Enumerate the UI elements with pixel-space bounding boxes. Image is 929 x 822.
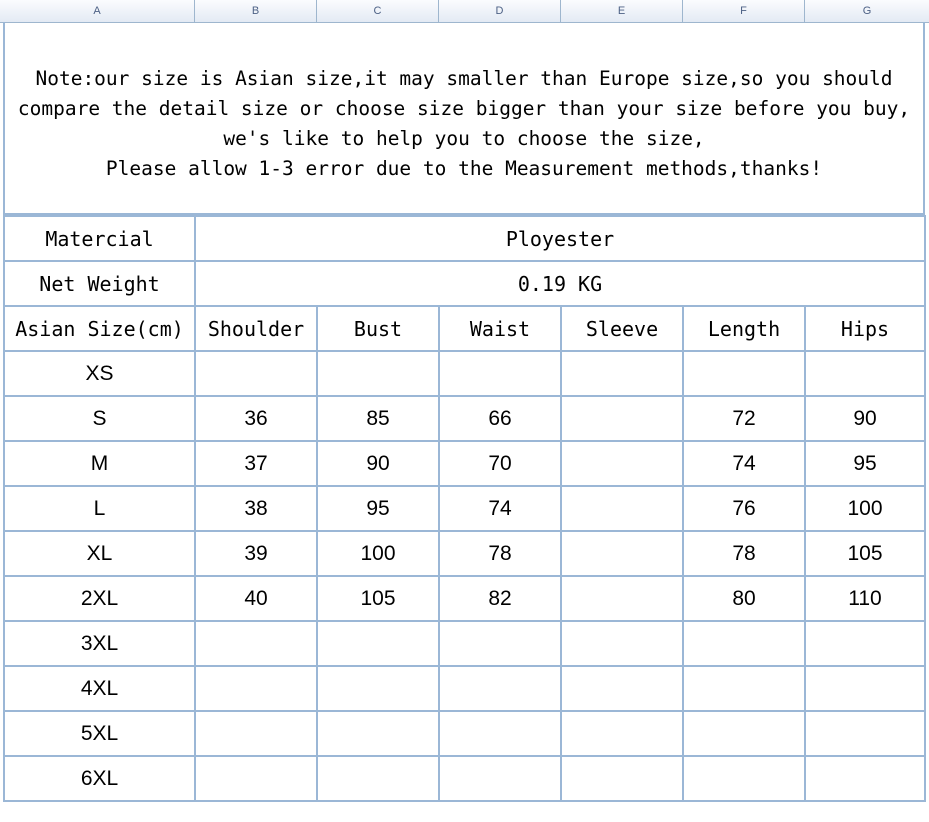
- waist-cell[interactable]: [439, 711, 561, 756]
- sleeve-cell[interactable]: [561, 351, 683, 396]
- column-header-c[interactable]: C: [317, 0, 439, 22]
- column-header-a[interactable]: A: [0, 0, 195, 22]
- header-sleeve[interactable]: Sleeve: [561, 306, 683, 351]
- sleeve-cell[interactable]: [561, 396, 683, 441]
- header-waist[interactable]: Waist: [439, 306, 561, 351]
- shoulder-cell[interactable]: 37: [195, 441, 317, 486]
- net-weight-value[interactable]: 0.19 KG: [195, 261, 925, 306]
- length-cell[interactable]: 80: [683, 576, 805, 621]
- sleeve-cell[interactable]: [561, 756, 683, 801]
- note-line-3: we's like to help you to choose the size,: [223, 126, 705, 150]
- hips-cell[interactable]: 100: [805, 486, 925, 531]
- sleeve-cell[interactable]: [561, 666, 683, 711]
- hips-cell[interactable]: 95: [805, 441, 925, 486]
- length-cell[interactable]: [683, 666, 805, 711]
- length-cell[interactable]: [683, 621, 805, 666]
- column-header-d[interactable]: D: [439, 0, 561, 22]
- size-cell[interactable]: 5XL: [4, 711, 195, 756]
- size-cell[interactable]: 2XL: [4, 576, 195, 621]
- waist-cell[interactable]: [439, 621, 561, 666]
- shoulder-cell[interactable]: 36: [195, 396, 317, 441]
- sleeve-cell[interactable]: [561, 486, 683, 531]
- sleeve-cell[interactable]: [561, 531, 683, 576]
- sleeve-cell[interactable]: [561, 441, 683, 486]
- waist-cell[interactable]: 82: [439, 576, 561, 621]
- column-header-g[interactable]: G: [862, 5, 872, 17]
- length-cell[interactable]: [683, 351, 805, 396]
- header-hips[interactable]: Hips: [805, 306, 925, 351]
- length-cell[interactable]: 78: [683, 531, 805, 576]
- column-header-b[interactable]: B: [195, 0, 317, 22]
- column-header-f[interactable]: F: [683, 0, 805, 22]
- header-shoulder[interactable]: Shoulder: [195, 306, 317, 351]
- size-cell[interactable]: 3XL: [4, 621, 195, 666]
- waist-cell[interactable]: [439, 666, 561, 711]
- note-line-4: Please allow 1-3 error due to the Measurement methods,thanks!: [105, 156, 823, 180]
- length-cell[interactable]: [683, 711, 805, 756]
- bust-cell[interactable]: 100: [317, 531, 439, 576]
- length-cell[interactable]: 76: [683, 486, 805, 531]
- sleeve-cell[interactable]: [561, 711, 683, 756]
- sleeve-cell[interactable]: [561, 621, 683, 666]
- length-cell[interactable]: [683, 756, 805, 801]
- size-cell[interactable]: L: [4, 486, 195, 531]
- sleeve-cell[interactable]: [561, 576, 683, 621]
- hips-cell[interactable]: [805, 351, 925, 396]
- bust-cell[interactable]: 90: [317, 441, 439, 486]
- size-cell[interactable]: XL: [4, 531, 195, 576]
- table-row: [4, 531, 925, 576]
- size-cell[interactable]: S: [4, 396, 195, 441]
- shoulder-cell[interactable]: [195, 351, 317, 396]
- header-asian-size[interactable]: Asian Size(cm): [4, 306, 195, 351]
- size-cell[interactable]: 4XL: [4, 666, 195, 711]
- table-row: [4, 351, 925, 396]
- table-row: [4, 486, 925, 531]
- table-row: [4, 441, 925, 486]
- material-value[interactable]: Ployester: [195, 216, 925, 261]
- header-length[interactable]: Length: [683, 306, 805, 351]
- note-line-2: compare the detail size or choose size bigger than your size before you buy,: [17, 96, 911, 120]
- shoulder-cell[interactable]: [195, 756, 317, 801]
- material-row: [4, 216, 925, 261]
- table-row: [4, 756, 925, 801]
- hips-cell[interactable]: [805, 711, 925, 756]
- bust-cell[interactable]: [317, 666, 439, 711]
- bust-cell[interactable]: [317, 351, 439, 396]
- shoulder-cell[interactable]: 38: [195, 486, 317, 531]
- size-cell[interactable]: XS: [4, 351, 195, 396]
- table-row: [4, 396, 925, 441]
- net-weight-row: [4, 261, 925, 306]
- hips-cell[interactable]: 90: [805, 396, 925, 441]
- bust-cell[interactable]: 95: [317, 486, 439, 531]
- table-row: [4, 666, 925, 711]
- waist-cell[interactable]: 74: [439, 486, 561, 531]
- size-cell[interactable]: 6XL: [4, 756, 195, 801]
- bust-cell[interactable]: 85: [317, 396, 439, 441]
- shoulder-cell[interactable]: [195, 711, 317, 756]
- table-row: [4, 621, 925, 666]
- header-bust[interactable]: Bust: [317, 306, 439, 351]
- shoulder-cell[interactable]: 40: [195, 576, 317, 621]
- hips-cell[interactable]: [805, 621, 925, 666]
- waist-cell[interactable]: [439, 351, 561, 396]
- waist-cell[interactable]: [439, 756, 561, 801]
- column-header-row: [0, 0, 929, 23]
- size-note[interactable]: [3, 22, 925, 215]
- size-table: [3, 215, 926, 802]
- bust-cell[interactable]: 105: [317, 576, 439, 621]
- table-row: [4, 576, 925, 621]
- net-weight-label[interactable]: Net Weight: [4, 261, 195, 306]
- waist-cell[interactable]: 70: [439, 441, 561, 486]
- shoulder-cell[interactable]: 39: [195, 531, 317, 576]
- shoulder-cell[interactable]: [195, 666, 317, 711]
- shoulder-cell[interactable]: [195, 621, 317, 666]
- hips-cell[interactable]: 110: [805, 576, 925, 621]
- size-rows: [4, 351, 925, 801]
- bust-cell[interactable]: [317, 621, 439, 666]
- length-cell[interactable]: 74: [683, 441, 805, 486]
- bust-cell[interactable]: [317, 756, 439, 801]
- table-row: [4, 711, 925, 756]
- size-header-row: [4, 306, 925, 351]
- waist-cell[interactable]: 66: [439, 396, 561, 441]
- hips-cell[interactable]: 105: [805, 531, 925, 576]
- material-label[interactable]: Matercial: [4, 216, 195, 261]
- size-cell[interactable]: M: [4, 441, 195, 486]
- length-cell[interactable]: 72: [683, 396, 805, 441]
- hips-cell[interactable]: [805, 666, 925, 711]
- hips-cell[interactable]: [805, 756, 925, 801]
- column-header-e[interactable]: E: [561, 0, 683, 22]
- waist-cell[interactable]: 78: [439, 531, 561, 576]
- note-line-1: Note:our size is Asian size,it may smaller than Europe size,so you should: [35, 66, 893, 90]
- bust-cell[interactable]: [317, 711, 439, 756]
